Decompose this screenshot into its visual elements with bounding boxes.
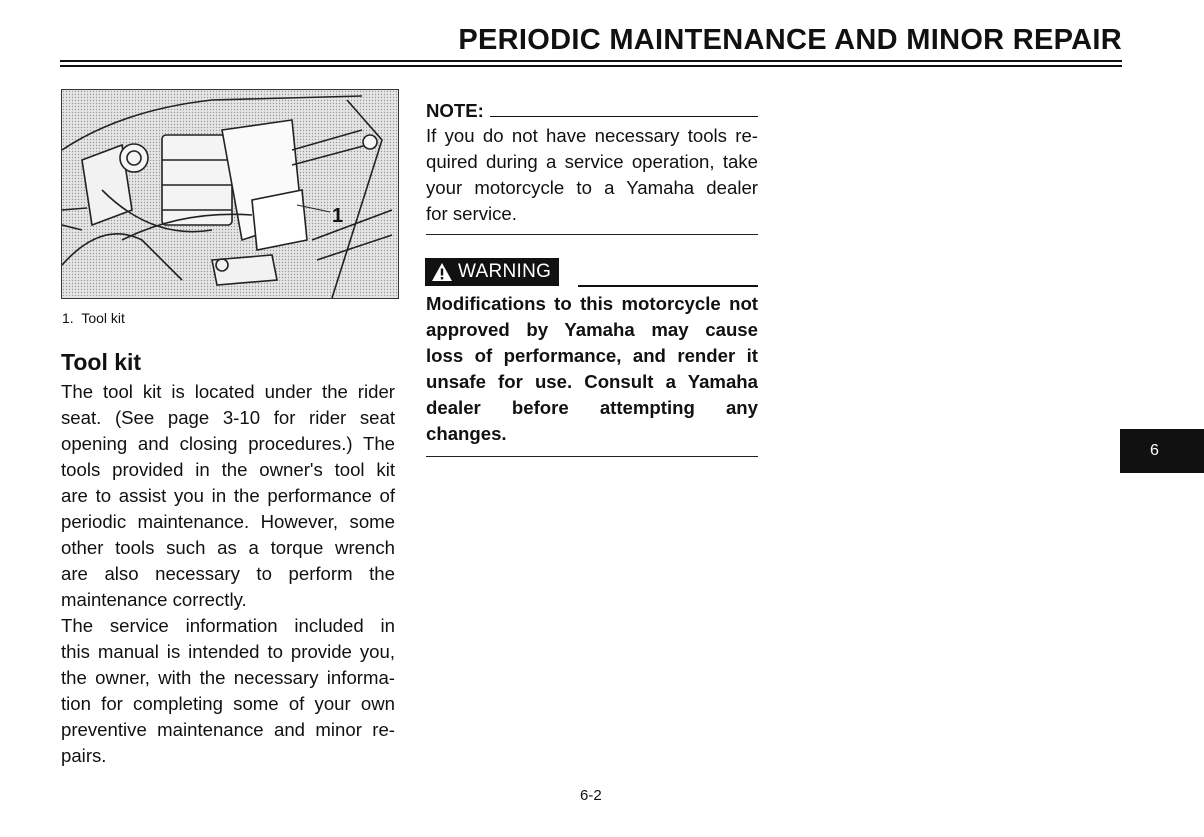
tool-kit-illustration: [61, 89, 399, 299]
section-heading: Tool kit: [61, 349, 142, 375]
warning-badge: [425, 258, 559, 286]
warning-line: Modifications to this motorcycle not: [426, 293, 758, 314]
warning-line: loss of performance, and render it: [426, 345, 758, 366]
note-heading: NOTE:: [426, 100, 484, 121]
note-heading-rule: [490, 116, 758, 117]
note-line: quired during a service operation, take: [426, 151, 758, 172]
chapter-tab: [1120, 429, 1204, 473]
note-line: your motorcycle to a Yamaha dealer: [426, 177, 758, 198]
figure-callout-number: 1: [332, 205, 344, 227]
caption-text: Tool kit: [81, 310, 125, 326]
header-rule-top: [60, 60, 1122, 62]
warning-label: WARNING: [458, 261, 552, 282]
page-title: PERIODIC MAINTENANCE AND MINOR REPAIR: [458, 24, 1122, 56]
body-line: maintenance correctly.: [61, 589, 247, 610]
warning-body: [426, 291, 758, 447]
note-line: for service.: [426, 203, 517, 224]
warning-line: changes.: [426, 423, 507, 444]
body-line: the owner, with the necessary informa-: [61, 667, 395, 688]
warning-heading-rule: [578, 285, 758, 287]
note-line: If you do not have necessary tools re-: [426, 125, 758, 146]
body-line: other tools such as a torque wrench: [61, 537, 395, 558]
tool-kit-body: [61, 379, 395, 769]
body-line: tools provided in the owner's tool kit: [61, 459, 395, 480]
chapter-number: 6: [1150, 442, 1159, 459]
warning-line: unsafe for use. Consult a Yamaha: [426, 371, 758, 392]
body-line: tion for completing some of your own: [61, 693, 395, 714]
body-line: are also necessary to perform the: [61, 563, 395, 584]
body-line: seat. (See page 3-10 for rider seat: [61, 407, 395, 428]
body-line: The tool kit is located under the rider: [61, 381, 395, 402]
page-number: 6-2: [580, 787, 602, 804]
warning-line: dealer before attempting any: [426, 397, 758, 418]
warning-triangle-icon: [431, 262, 453, 282]
body-line: preventive maintenance and minor re-: [61, 719, 395, 740]
header-rule-bottom: [60, 65, 1122, 67]
warning-end-rule: [426, 456, 758, 457]
body-line: this manual is intended to provide you,: [61, 641, 395, 662]
body-line: periodic maintenance. However, some: [61, 511, 395, 532]
body-line: are to assist you in the performance of: [61, 485, 395, 506]
body-line: The service information included in: [61, 615, 395, 636]
note-end-rule: [426, 234, 758, 235]
figure-caption: [62, 310, 125, 326]
warning-line: approved by Yamaha may cause: [426, 319, 758, 340]
note-body: [426, 123, 758, 227]
caption-number: 1.: [62, 310, 74, 326]
body-line: pairs.: [61, 745, 107, 766]
motorcycle-underseat-drawing: [62, 90, 398, 298]
body-line: opening and closing procedures.) The: [61, 433, 395, 454]
